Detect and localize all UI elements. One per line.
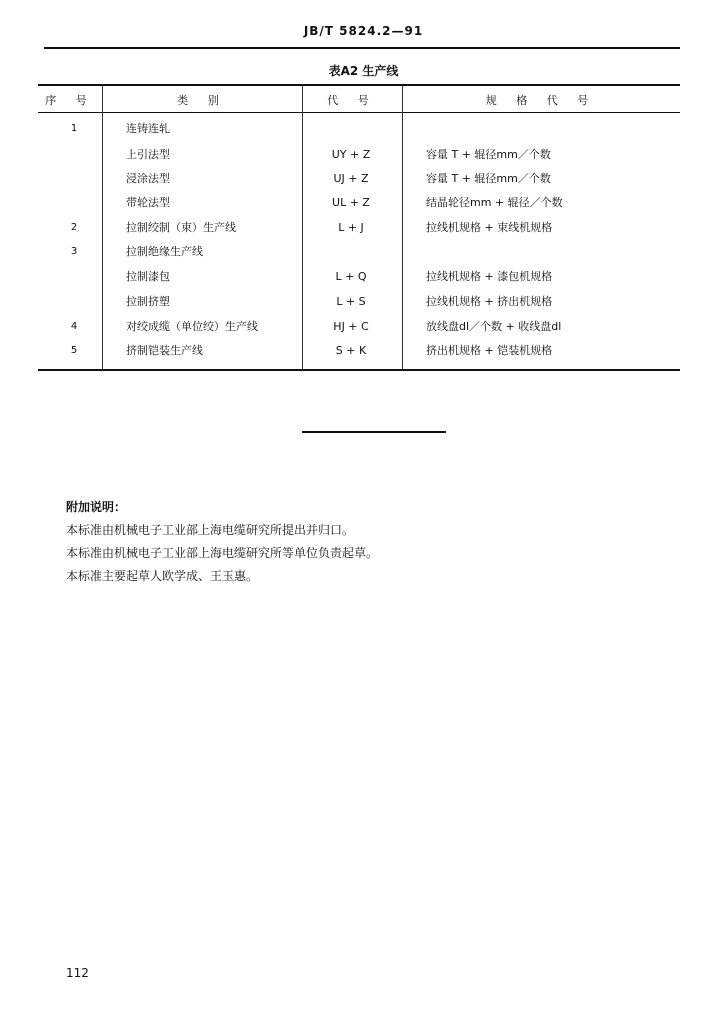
- additional-notes: [66, 496, 378, 588]
- row-category: 拉制漆包: [126, 270, 170, 283]
- row-category: 连铸连轧: [126, 122, 170, 135]
- row-spec: 挤出机规格 + 铠装机规格: [426, 344, 553, 357]
- row-number: 5: [70, 345, 78, 356]
- column-header-code: 代 号: [327, 94, 377, 107]
- notes-line: 本标准由机械电子工业部上海电缆研究所等单位负责起草。: [66, 546, 379, 560]
- row-category: 带轮法型: [126, 196, 170, 209]
- row-code: UJ + Z: [333, 172, 369, 185]
- row-category: 挤制铠装生产线: [126, 344, 203, 357]
- row-code: L + Q: [335, 270, 367, 283]
- column-header-spec: 规 格 代 号: [485, 94, 597, 107]
- row-code: L + S: [336, 295, 366, 308]
- row-spec: 结晶轮径mm + 辊径／个数: [426, 196, 563, 209]
- row-category: 对绞成缆（单位绞）生产线: [126, 320, 258, 333]
- row-code: HJ + C: [333, 320, 369, 333]
- row-number: 1: [70, 123, 78, 134]
- row-spec: 拉线机规格 + 漆包机规格: [426, 270, 553, 283]
- row-category: 拉制挤塑: [126, 295, 170, 308]
- row-number: 4: [70, 321, 78, 332]
- row-number: 2: [70, 222, 78, 233]
- document-code: JB/T 5824.2—91: [303, 24, 424, 38]
- page-number: 112: [66, 966, 89, 980]
- table-top-rule: [38, 84, 680, 86]
- row-category: 上引法型: [126, 148, 170, 161]
- row-spec: 容量 T + 辊径mm／个数: [426, 148, 551, 161]
- notes-line: 本标准由机械电子工业部上海电缆研究所提出并归口。: [66, 523, 355, 537]
- row-spec: 放线盘dl／个数 + 收线盘dl: [426, 320, 562, 333]
- section-separator: [302, 431, 446, 433]
- row-spec: 容量 T + 辊径mm／个数: [426, 172, 551, 185]
- row-code: S + K: [335, 344, 367, 357]
- table-title: 表A2 生产线: [328, 64, 399, 78]
- row-spec: 拉线机规格 + 束线机规格: [426, 221, 553, 234]
- row-category: 拉制绞制（束）生产线: [126, 221, 236, 234]
- row-code: UL + Z: [332, 196, 370, 209]
- row-spec: 拉线机规格 + 挤出机规格: [426, 295, 553, 308]
- notes-line: 本标准主要起草人欧学成、王玉惠。: [66, 569, 259, 583]
- row-category: 拉制绝缘生产线: [126, 245, 203, 258]
- header-rule: [44, 47, 680, 49]
- row-number: 3: [70, 246, 78, 257]
- column-divider: [402, 86, 403, 369]
- column-header-category: 类 别: [177, 94, 227, 107]
- table-bottom-rule: [38, 369, 680, 371]
- row-code: UY + Z: [331, 148, 371, 161]
- notes-heading: 附加说明：: [66, 500, 127, 514]
- header-bottom-rule: [38, 112, 680, 113]
- column-header-number: 序 号: [45, 94, 95, 107]
- row-category: 浸涂法型: [126, 172, 170, 185]
- row-code: L + J: [338, 221, 364, 234]
